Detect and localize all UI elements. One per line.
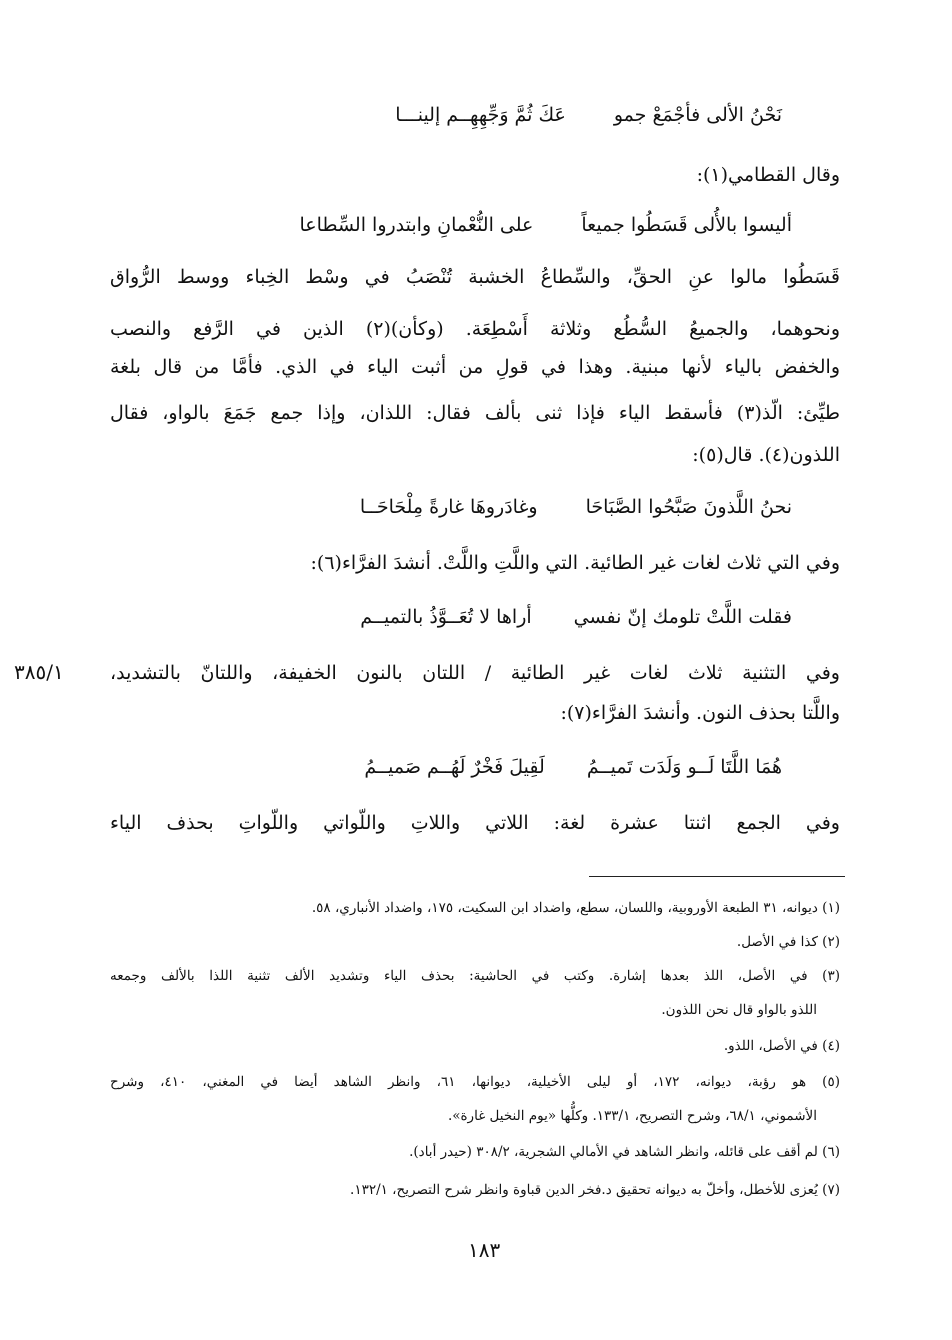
page-number: ١٨٣ (468, 1238, 501, 1262)
verse-hemistich-right: نحنُ اللَّذونَ صَبَّحُوا الصَّبَاحَا (585, 496, 792, 518)
verse-hemistich-left: على النُّعْمانِ وابتدروا السِّطاعا (299, 214, 534, 236)
footnote: (٧) يُعزى للأخطل، وأخلّ به ديوانه تحقيق د.فخر الدين قباوة وانظر شرح التصريح، ١٣٢/١. (350, 1182, 840, 1198)
prose-line: واللَّتا بحذف النون. وأنشدَ الفرَّاء(٧): (560, 702, 840, 724)
footnote: (١) ديوانه، ٣١ الطبعة الأوروبية، واللسان، سطع، واضداد ابن السكيت، ١٧٥، واضداد الأنباري، ٥٨. (311, 900, 840, 916)
prose-line: وقال القطامي(١): (696, 164, 840, 186)
footnote-separator (589, 876, 845, 877)
verse-hemistich-right: نَحْنُ الألى فأجْمَعْ جمو (613, 104, 782, 126)
verse-hemistich-right: أليسوا بالأُلى قَسَطُوا جميعاً (581, 214, 792, 236)
prose-line: وفي الجمع اثنتا عشرة لغة: اللاتي واللاتِ واللّواتي واللّواتِ بحذف الياء (110, 812, 840, 834)
prose-line: وفي التي ثلاث لغات غير الطائية. التي واللَّتِ واللَّتْ. أنشدَ الفرَّاء(٦): (310, 552, 840, 574)
prose-line: اللذون(٤). قال(٥): (692, 444, 840, 466)
prose-line: وفي التثنية ثلاث لغات غير الطائية / اللتان بالنون الخفيفة، واللتانّ بالتشديد، (110, 662, 840, 684)
prose-line: قَسَطُوا مالوا عنِ الحقِّ، والسِّطاعُ الخشبة تُنْصَبُ في وسْط الخِباء ووسط الرُّواق (110, 266, 840, 288)
prose-line: والخفض بالياء لأنها مبنية. وهذا في قولِ من أثبت الياء في الذي. فأمَّا من قال بلغة (110, 356, 840, 378)
footnote: (٤) في الأصل، اللذو. (723, 1038, 840, 1054)
verse-hemistich-left: لَقِيلَ فَخْرٌ لَهُــم صَميــمُ (364, 756, 545, 778)
verse-line (395, 100, 782, 130)
footnote-continuation: الأشموني، ٦٨/١، وشرح التصريح، ١٣٣/١. وكلُّها «يوم النخيل غارة». (447, 1108, 817, 1124)
verse-line (364, 752, 782, 782)
footnote: (٦) لم أقف على قائله، وانظر الشاهد في الأمالي الشجرية، ٣٠٨/٢ (حيدر أباد). (409, 1144, 840, 1160)
footnote: (٥) هو رؤبة، ديوانه، ١٧٢، أو ليلى الأخيلية، ديوانها، ٦١، وانظر الشاهد أيضا في المغني، ٤١٠، وشرح (110, 1074, 840, 1090)
verse-hemistich-left: عَكَ ثُمَّ وَجِّهِهِــم إلينـــا (395, 104, 566, 126)
verse-hemistich-right: هُمَا اللَّتَا لَــو وَلَدَت تَميــمُ (586, 756, 782, 778)
verse-line (360, 492, 792, 522)
verse-hemistich-left: وغادَروهَا غارةً مِلْحَاحَــا (359, 496, 538, 518)
verse-line (360, 602, 792, 632)
prose-line: ونحوهما، والجميعُ السُّطُع وثلاثة أَسْطِعَة. (وكأن)(٢) الذين في الرَّفع والنصب (110, 318, 841, 340)
prose-line: طيِّئ: الّذ(٣) فأسقط الياء فإذا ثنى بألف فقال: اللذان، وإذا جمع جَمَعَ بالواو، فقال (110, 402, 841, 424)
verse-hemistich-right: فقلت اللَّتْ تلومك إنّ نفسي (573, 606, 792, 628)
footnote: (٣) في الأصل، اللذ بعدها إشارة. وكتب في الحاشية: بحذف الياء وتشديد الألف تثنية اللذا بالألف وجمعه (110, 968, 840, 984)
verse-hemistich-left: أراها لا تُعَــوَّذُ بالتميــم (360, 606, 532, 628)
verse-line (299, 210, 792, 240)
footnote-continuation: اللذو بالواو قال نحن اللذون. (661, 1002, 817, 1018)
footnote: (٢) كذا في الأصل. (736, 934, 840, 950)
margin-reference: ٣٨٥/١ (14, 660, 64, 684)
